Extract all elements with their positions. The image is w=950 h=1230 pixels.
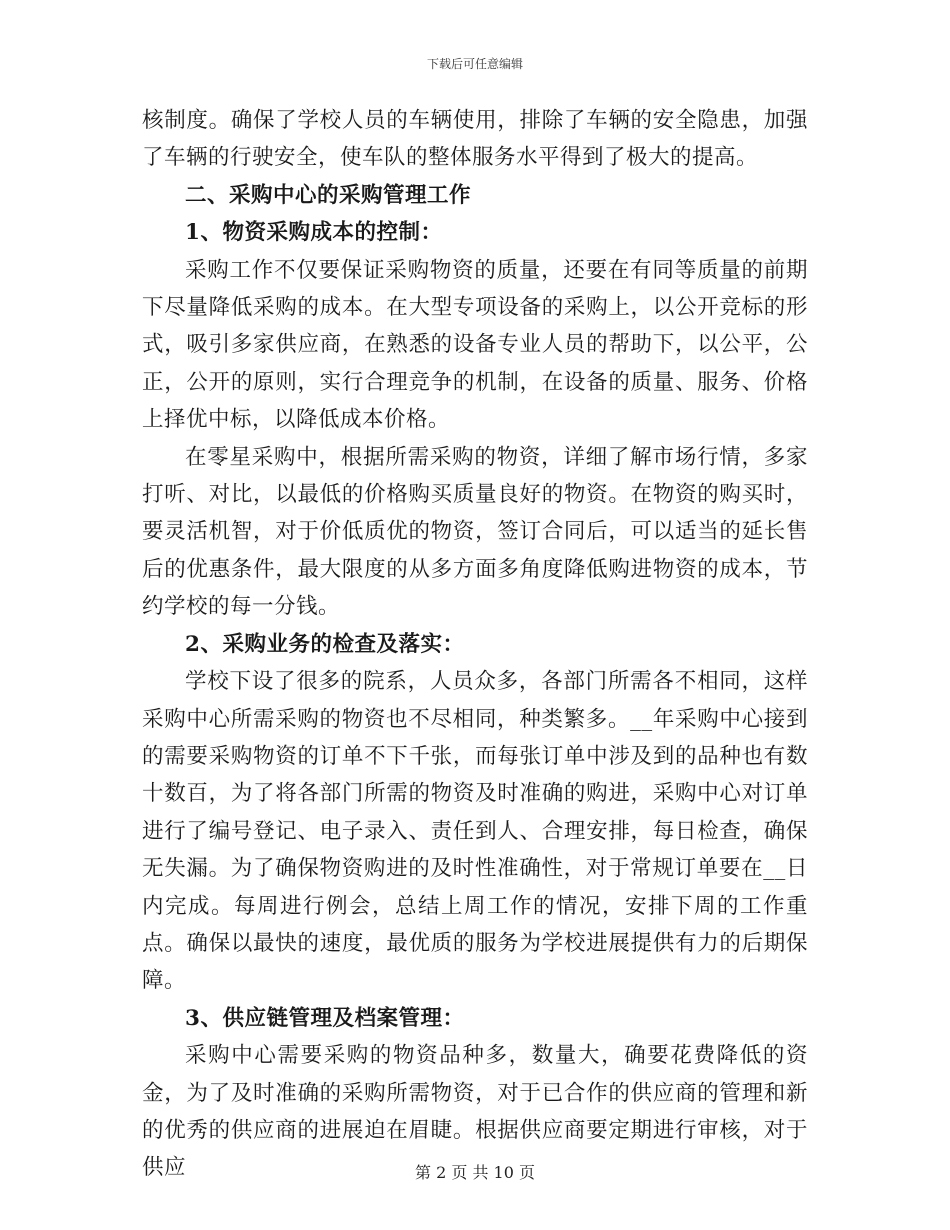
subsection-heading-3: 3、供应链管理及档案管理： (185, 1005, 465, 1031)
subsection-heading-2: 2、采购业务的检查及落实： (185, 631, 465, 657)
document-body (142, 102, 808, 1187)
paragraph-1: 核制度。确保了学校人员的车辆使用，排除了车辆的安全隐患，加强了车辆的行驶安全，使车队的整体服务水平得到了极大的提高。 (142, 108, 808, 171)
paragraph-2: 采购工作不仅要保证采购物资的质量，还要在有同等质量的前期下尽量降低采购的成本。在大型专项设备的采购上，以公开竞标的形式，吸引多家供应商，在熟悉的设备专业人员的帮助下，以公平，公正，公开的原则，实行合理竞争的机制，在设备的质量、服务、价格上择优中标，以降低成本价格。 (142, 257, 808, 433)
section-heading-2: 二、采购中心的采购管理工作 (185, 182, 472, 208)
paragraph-4: 学校下设了很多的院系，人员众多，各部门所需各不相同，这样采购中心所需采购的物资也不尽相同，种类繁多。__年采购中心接到的需要采购物资的订单不下千张，而每张订单中涉及到的品种也有数十数百，为了将各部门所需的物资及时准确的购进，采购中心对订单进行了编号登记、电子录入、责任到人、合理安排，每日检查，确保无失漏。为了确保物资购进的及时性准确性，对于常规订单要在__日内完成。每周进行例会，总结上周工作的情况，安排下周的工作重点。确保以最快的速度，最优质的服务为学校进展提供有力的后期保障。 (142, 669, 808, 994)
page-header: 下载后可任意编辑 (426, 57, 523, 71)
paragraph-5: 采购中心需要采购的物资品种多，数量大，确要花费降低的资金，为了及时准确的采购所需物资，对于已合作的供应商的管理和新的优秀的供应商的进展迫在眉睫。根据供应商要定期进行审核，对于供应 (142, 1043, 808, 1181)
subsection-heading-1: 1、物资采购成本的控制： (185, 220, 443, 246)
page-footer: 第 2 页 共 10 页 (415, 1163, 535, 1182)
paragraph-3: 在零星采购中，根据所需采购的物资，详细了解市场行情，多家打听、对比，以最低的价格购买质量良好的物资。在物资的购买时，要灵活机智，对于价低质优的物资，签订合同后，可以适当的延长售后的优惠条件，最大限度的从多方面多角度降低购进物资的成本，节约学校的每一分钱。 (142, 444, 808, 620)
